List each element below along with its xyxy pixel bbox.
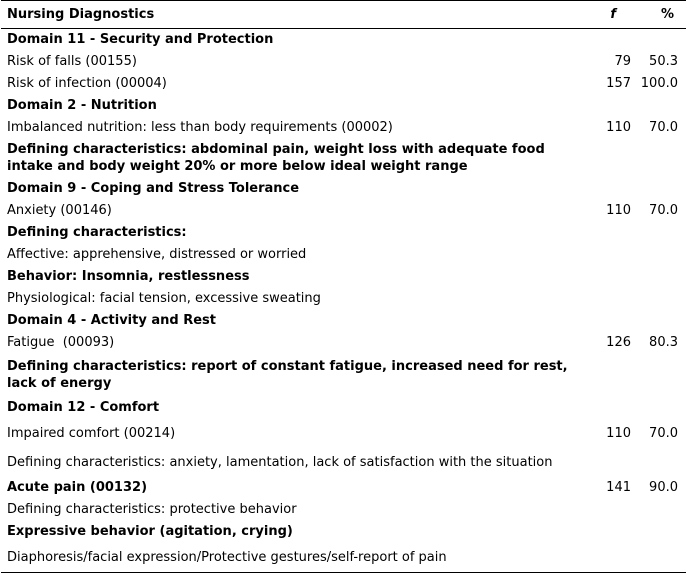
table-row (1, 310, 686, 332)
table-row (1, 222, 686, 244)
defining-characteristics: Defining characteristics: (7, 225, 187, 240)
defining-characteristics: Defining characteristics: report of constant fatigue, increased need for rest, lack of energy (7, 358, 568, 391)
percent-value: 70.0 (649, 120, 678, 135)
table-row (1, 200, 686, 222)
percent-value: 50.3 (649, 54, 678, 69)
diagnosis-label: Fatigue (00093) (7, 335, 115, 350)
defining-characteristics: Defining characteristics: abdominal pain, weight loss with adequate food intake and body weight 20% or more below ideal weight range (7, 142, 545, 174)
diagnosis-label: Risk of infection (00004) (7, 76, 167, 91)
table-row (1, 543, 686, 573)
table-row (1, 139, 686, 178)
frequency-value: 126 (606, 335, 631, 350)
domain-heading: Domain 9 - Coping and Stress Tolerance (7, 181, 300, 196)
characteristic-detail: Diaphoresis/facial expression/Protective gestures/self-report of pain (1, 543, 686, 573)
table-row (1, 499, 686, 521)
table-row (1, 29, 686, 51)
percent-value: 90.0 (649, 480, 678, 495)
percent-value: 70.0 (649, 203, 678, 218)
characteristic-detail: Behavior: Insomnia, restlessness (7, 269, 250, 284)
table-row (1, 51, 686, 73)
nursing-diagnostics-table (1, 0, 686, 573)
percent-value: 80.3 (649, 335, 678, 350)
table-row (1, 178, 686, 200)
defining-characteristics: Defining characteristics: anxiety, lamentation, lack of satisfaction with the situation (7, 455, 553, 470)
header-frequency: f (588, 1, 636, 29)
table-row (1, 521, 686, 543)
table-header-row (1, 1, 686, 29)
diagnosis-label: Imbalanced nutrition: less than body requirements (00002) (7, 120, 393, 135)
header-percent: % (636, 1, 686, 29)
characteristic-detail: Physiological: facial tension, excessive sweating (7, 291, 321, 306)
table-row (1, 396, 686, 419)
table-row (1, 244, 686, 266)
diagnosis-label: Anxiety (00146) (7, 203, 112, 218)
frequency-value: 110 (606, 203, 631, 218)
percent-value: 100.0 (640, 76, 678, 91)
table-row (1, 73, 686, 95)
domain-heading: Domain 4 - Activity and Rest (7, 313, 216, 328)
frequency-value: 141 (606, 480, 631, 495)
characteristic-detail: Expressive behavior (agitation, crying) (7, 524, 293, 539)
diagnosis-label: Risk of falls (00155) (7, 54, 137, 69)
frequency-value: 110 (606, 426, 631, 441)
table-row (1, 266, 686, 288)
frequency-value: 157 (606, 76, 631, 91)
header-diagnostics: Nursing Diagnostics (1, 1, 588, 29)
frequency-value: 110 (606, 120, 631, 135)
domain-heading: Domain 11 - Security and Protection (7, 32, 274, 48)
frequency-value: 79 (614, 54, 631, 69)
table-row (1, 477, 686, 499)
table-row (1, 288, 686, 310)
table-row (1, 332, 686, 354)
domain-heading: Domain 2 - Nutrition (7, 98, 157, 113)
domain-heading: Domain 12 - Comfort (7, 399, 160, 415)
percent-value: 70.0 (649, 426, 678, 441)
defining-characteristics: Defining characteristics: protective behavior (7, 502, 297, 517)
table-row (1, 354, 686, 396)
table-row (1, 449, 686, 477)
characteristic-detail: Affective: apprehensive, distressed or worried (7, 247, 307, 262)
table-row (1, 95, 686, 117)
table-row (1, 419, 686, 449)
table-row (1, 117, 686, 139)
diagnosis-label: Impaired comfort (00214) (7, 426, 176, 441)
diagnosis-label: Acute pain (00132) (7, 480, 148, 495)
